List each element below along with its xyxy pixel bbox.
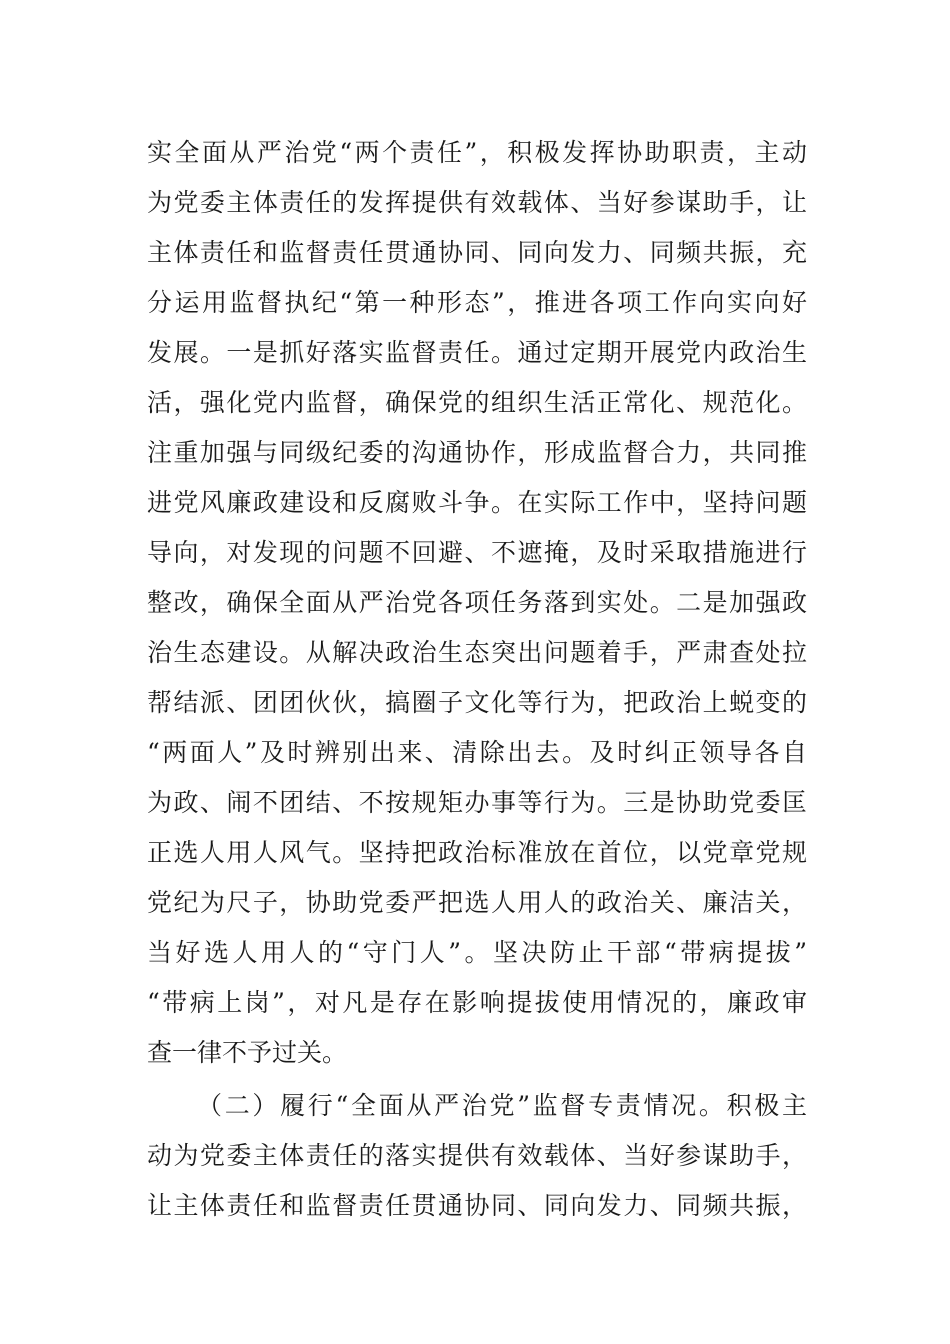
paragraph-line-11: 治生态建设。从解决政治生态突出问题着手，严肃查处拉 [147, 638, 807, 667]
paragraph-line-21: 动为党委主体责任的落实提供有效载体、当好参谋助手， [147, 1141, 807, 1170]
paragraph-line-1: 实全面从严治党“两个责任”，积极发挥协助职责，主动 [147, 138, 807, 167]
paragraph-line-6: 活，强化党内监督，确保党的组织生活正常化、规范化。 [147, 388, 807, 417]
paragraph-line-22: 让主体责任和监督责任贯通协同、同向发力、同频共振， [147, 1191, 807, 1220]
paragraph-line-18: “带病上岗”，对凡是存在影响提拔使用情况的，廉政审 [147, 988, 807, 1017]
paragraph-line-10: 整改，确保全面从严治党各项任务落到实处。二是加强政 [147, 588, 807, 617]
section-heading-line: （二）履行“全面从严治党”监督专责情况。积极主 [197, 1091, 807, 1120]
paragraph-line-2: 为党委主体责任的发挥提供有效载体、当好参谋助手，让 [147, 188, 807, 217]
paragraph-line-3: 主体责任和监督责任贯通协同、同向发力、同频共振，充 [147, 238, 807, 267]
paragraph-line-9: 导向，对发现的问题不回避、不遮掩，及时采取措施进行 [147, 538, 807, 567]
paragraph-line-12: 帮结派、团团伙伙，搞圈子文化等行为，把政治上蜕变的 [147, 688, 807, 717]
paragraph-line-13: “两面人”及时辨别出来、清除出去。及时纠正领导各自 [147, 738, 807, 767]
paragraph-line-8: 进党风廉政建设和反腐败斗争。在实际工作中，坚持问题 [147, 488, 807, 517]
paragraph-line-5: 发展。一是抓好落实监督责任。通过定期开展党内政治生 [147, 338, 807, 367]
paragraph-line-4: 分运用监督执纪“第一种形态”，推进各项工作向实向好 [147, 288, 807, 317]
paragraph-line-19: 查一律不予过关。 [147, 1038, 348, 1067]
paragraph-line-14: 为政、闹不团结、不按规矩办事等行为。三是协助党委匡 [147, 788, 807, 817]
paragraph-line-15: 正选人用人风气。坚持把政治标准放在首位，以党章党规 [147, 838, 807, 867]
paragraph-line-16: 党纪为尺子，协助党委严把选人用人的政治关、廉洁关， [147, 888, 807, 917]
paragraph-line-7: 注重加强与同级纪委的沟通协作，形成监督合力，共同推 [147, 438, 807, 467]
paragraph-line-17: 当好选人用人的“守门人”。坚决防止干部“带病提拔” [147, 938, 807, 967]
